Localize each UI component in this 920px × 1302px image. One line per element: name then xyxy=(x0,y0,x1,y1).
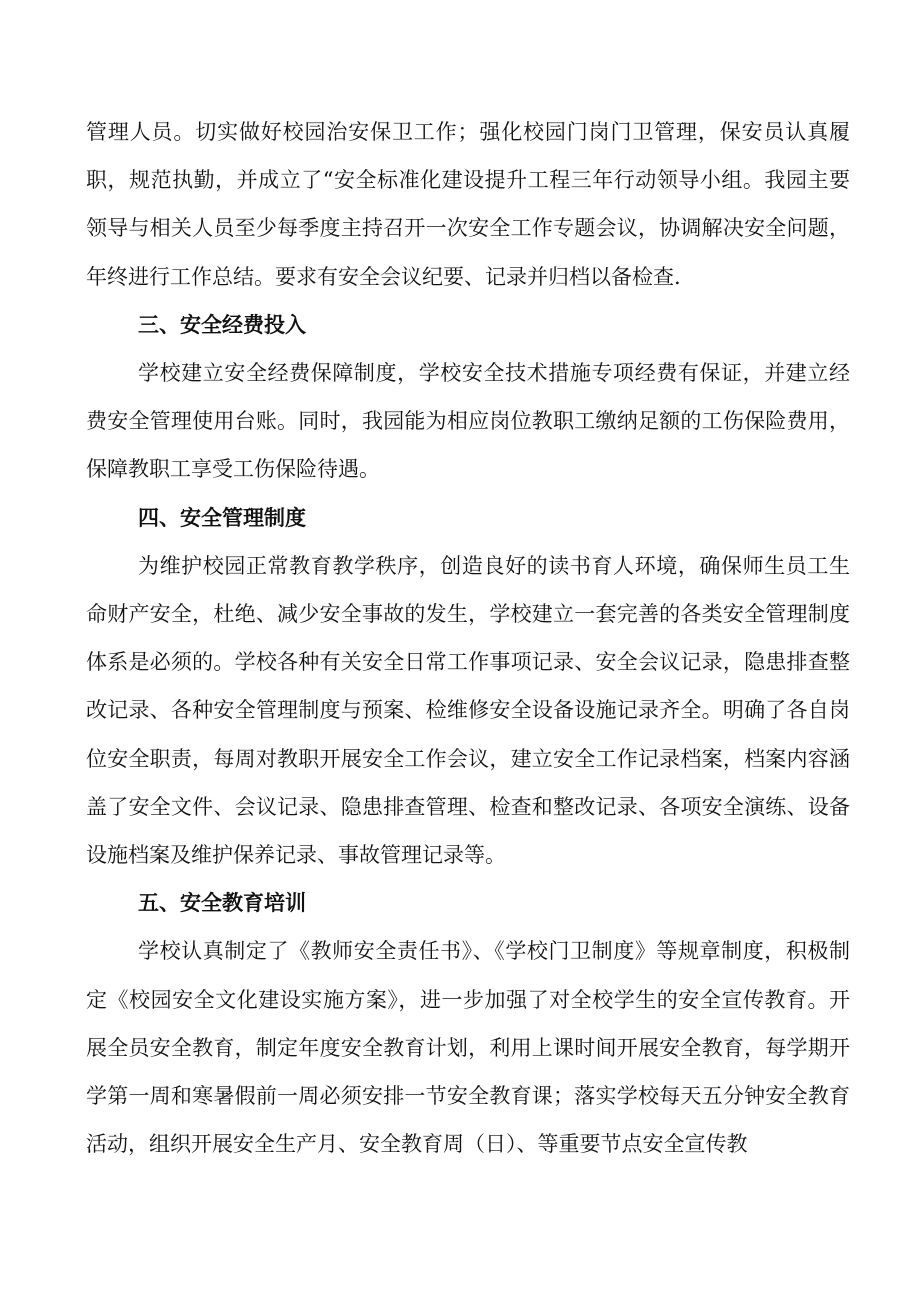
section-heading-management: 四、安全管理制度 xyxy=(138,504,306,530)
section-paragraph-funding: 学校建立安全经费保障制度，学校安全技术措施专项经费有保证，并建立经费安全管理使用台账。同时，我园能为相应岗位教职工缴纳足额的工伤保险费用，保障教职工享受工伤保险待遇。 xyxy=(86,361,850,482)
continuation-paragraph: 管理人员。切实做好校园治安保卫工作；强化校园门岗门卫管理，保安员认真履职，规范执勤，并成立了“安全标准化建设提升工程三年行动领导小组。我园主要领导与相关人员至少每季度主持召开一次安全工作专题会议，协调解决安全问题，年终进行工作总结。要求有安全会议纪要、记录并归档以备检查. xyxy=(86,120,850,289)
section-heading-training: 五、安全教育培训 xyxy=(138,890,306,916)
section-paragraph-management: 为维护校园正常教育教学秩序，创造良好的读书育人环境，确保师生员工生命财产安全，杜绝、减少安全事故的发生，学校建立一套完善的各类安全管理制度体系是必须的。学校各种有关安全日常工作事项记录、安全会议记录，隐患排查整改记录、各种安全管理制度与预案、检维修安全设备设施记录齐全。明确了各自岗位安全职责，每周对教职开展安全工作会议，建立安全工作记录档案，档案内容涵盖了安全文件、会议记录、隐患排查管理、检查和整改记录、各项安全演练、设备设施档案及维护保养记录、事故管理记录等。 xyxy=(86,553,850,868)
section-heading-funding: 三、安全经费投入 xyxy=(138,311,306,337)
section-paragraph-training: 学校认真制定了《教师安全责任书》、《学校门卫制度》等规章制度，积极制定《校园安全文化建设实施方案》，进一步加强了对全校学生的安全宣传教育。开展全员安全教育，制定年度安全教育计划，利用上课时间开展安全教育，每学期开学第一周和寒暑假前一周必须安排一节安全教育课；落实学校每天五分钟安全教育活动，组织开展安全生产月、安全教育周（日）、等重要节点安全宣传教 xyxy=(86,939,850,1157)
document-body xyxy=(86,108,850,1168)
